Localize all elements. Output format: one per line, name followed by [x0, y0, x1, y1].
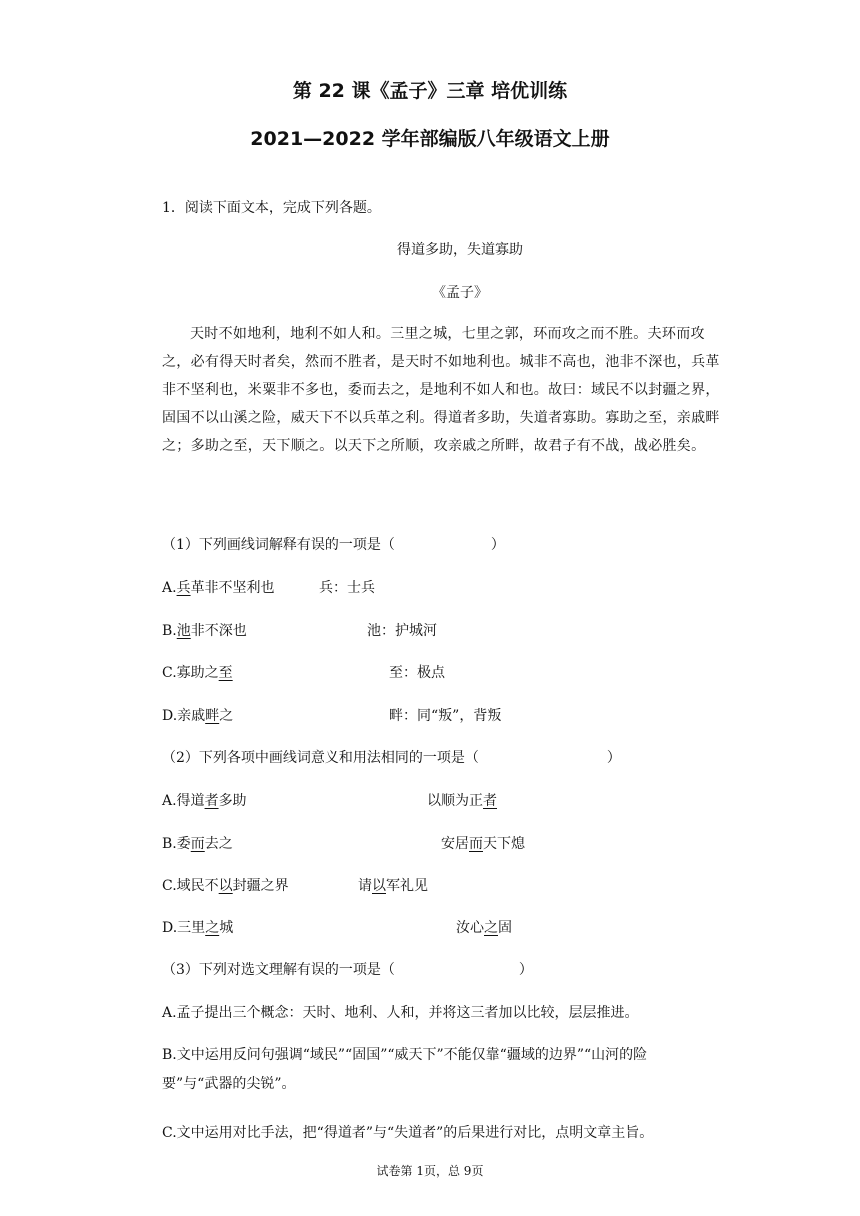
text-title: 得道多助，失道寡助 — [397, 242, 523, 258]
sub2-option-c-compare: 请以军礼见 — [358, 878, 428, 894]
sub2-option-d-compare: 汝心之固 — [456, 920, 512, 936]
sub1-option-d: D.亲戚畔之 — [162, 708, 234, 724]
sub2-option-d: D.三里之城 — [162, 920, 234, 936]
sub3-option-a: A.孟子提出三个概念：天时、地利、人和，并将这三者加以比较，层层推进。 — [162, 1005, 639, 1021]
sub1-option-a-gloss: 兵：士兵 — [319, 580, 375, 596]
passage: 天时不如地利，地利不如人和。三里之城，七里之郭，环而攻之而不胜。夫环而攻之，必有得天时者矣，然而不胜者，是天时不如地利也。城非不高也，池非不深也，兵革非不坚利也，米粟非不多也，委而去之，是地利不如人和也。故曰：域民不以封疆之界，固国不以山溪之险，威天下不以兵革之利。得道者多助，失道者寡助。寡助之至，亲戚畔之；多助之至，天下顺之。以天下之所顺，攻亲戚之所畔，故君子有不战，战必胜矣。 — [162, 326, 720, 454]
sub3-option-b-line1: B.文中运用反问句强调“域民”“固国”“威天下”不能仅靠“疆域的边界”“山河的险 — [162, 1047, 648, 1063]
sub2-option-c: C.域民不以封疆之界 — [162, 878, 289, 894]
sub1-option-b: B.池非不深也 — [162, 623, 247, 639]
sub1-option-c: C.寡助之至 — [162, 665, 233, 681]
sub1-stem: （1）下列画线词解释有误的一项是（ ） — [162, 537, 505, 553]
sub2-option-a-compare: 以顺为正者 — [427, 793, 497, 809]
sub1-option-c-gloss: 至：极点 — [389, 665, 445, 681]
page-footer: 试卷第 1页，总 9页 — [376, 1164, 484, 1178]
document-title: 第 22 课《孟子》三章 培优训练 — [292, 80, 568, 102]
sub2-stem: （2）下列各项中画线词意义和用法相同的一项是（ ） — [162, 750, 621, 766]
sub1-option-a: A.兵革非不坚利也 — [162, 580, 275, 596]
sub3-option-c: C.文中运用对比手法，把“得道者”与“失道者”的后果进行对比，点明文章主旨。 — [162, 1125, 654, 1141]
sub2-option-b-compare: 安居而天下熄 — [441, 836, 525, 852]
sub1-option-d-gloss: 畔：同“叛”，背叛 — [389, 708, 502, 724]
text-source: 《孟子》 — [432, 285, 488, 301]
question-1-intro: 1．阅读下面文本，完成下列各题。 — [162, 200, 381, 216]
sub2-option-a: A.得道者多助 — [162, 793, 247, 809]
sub1-option-b-gloss: 池：护城河 — [367, 623, 437, 639]
sub3-option-b-line2: 要”与“武器的尖锐”。 — [162, 1076, 296, 1092]
sub2-option-b: B.委而去之 — [162, 836, 233, 852]
document-subtitle: 2021—2022 学年部编版八年级语文上册 — [250, 128, 610, 150]
sub3-stem: （3）下列对选文理解有误的一项是（ ） — [162, 962, 533, 978]
